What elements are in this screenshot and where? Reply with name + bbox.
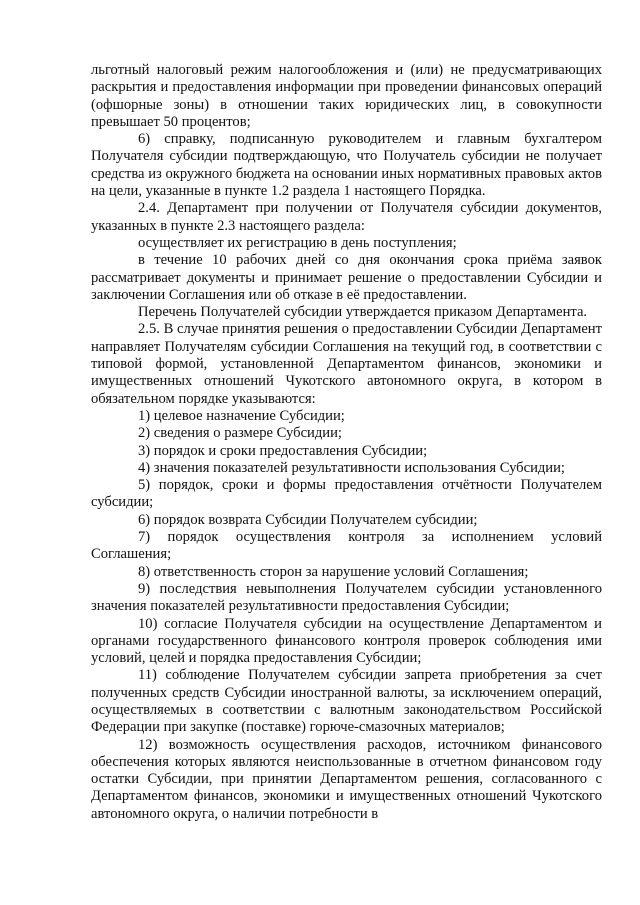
document-paragraph: осуществляет их регистрацию в день поступления;: [138, 234, 457, 251]
document-paragraph: 6) справку, подписанную руководителем и главным бухгалтером Получателя субсидии подтверждающую, что Получатель субсидии не получает средства из окружного бюджета на основании иных нормативных правовых актов на цели, указанные в пункте 1.2 раздела 1 настоящего Порядка.: [91, 131, 602, 200]
document-paragraph: 12) возможность осуществления расходов, источником финансового обеспечения которых являются неиспользованные в отчетном финансовом году остатки Субсидии, при принятии Департаментом решения, согласованного с Департаментом финансов, экономики и имущественных отношений Чукотского автономного округа, о наличии потребности в: [91, 736, 602, 822]
document-paragraph: 2) сведения о размере Субсидии;: [138, 425, 342, 442]
document-paragraph: 5) порядок, сроки и формы предоставления отчётности Получателем субсидии;: [91, 477, 602, 511]
document-paragraph: 7) порядок осуществления контроля за исполнением условий Соглашения;: [91, 529, 602, 563]
document-paragraph: 3) порядок и сроки предоставления Субсидии;: [138, 442, 428, 459]
document-paragraph: 2.5. В случае принятия решения о предоставлении Субсидии Департамент направляет Получателям субсидии Соглашения на текущий год, в соответствии с типовой формой, установленной Департаментом финансов, экономики и имущественных отношений Чукотского автономного округа, в котором в обязательном порядке указываются:: [91, 321, 602, 407]
document-paragraph: 1) целевое назначение Субсидии;: [138, 407, 345, 424]
document-paragraph: льготный налоговый режим налогообложения и (или) не предусматривающих раскрытия и предоставления информации при проведении финансовых операций (офшорные зоны) в отношении таких юридических лиц, в совокупности превышает 50 процентов;: [91, 62, 602, 130]
document-paragraph: 4) значения показателей результативности использования Субсидии;: [138, 459, 565, 476]
document-paragraph: в течение 10 рабочих дней со дня окончания срока приёма заявок рассматривает документы и принимает решение о предоставлении Субсидии и заключении Соглашения или об отказе в её предоставлении.: [91, 252, 602, 303]
document-paragraph: 6) порядок возврата Субсидии Получателем субсидии;: [138, 511, 478, 528]
document-page: [91, 62, 602, 823]
document-paragraph: 2.4. Департамент при получении от Получателя субсидии документов, указанных в пункте 2.3 настоящего раздела:: [91, 200, 602, 234]
document-paragraph: 10) согласие Получателя субсидии на осуществление Департаментом и органами государственного финансового контроля проверок соблюдения ими условий, целей и порядка предоставления Субсидии;: [91, 615, 602, 667]
document-paragraph: 8) ответственность сторон за нарушение условий Соглашения;: [138, 563, 529, 580]
document-paragraph: 11) соблюдение Получателем субсидии запрета приобретения за счет полученных средств Субсидии иностранной валюты, за исключением операций, осуществляемых в соответствии с валютным законодательством Российской Федерации при закупке (поставке) горюче-смазочных материалов;: [91, 667, 602, 736]
document-paragraph: Перечень Получателей субсидии утверждается приказом Департамента.: [138, 304, 588, 321]
document-paragraph: 9) последствия невыполнения Получателем субсидии установленного значения показателей результативности предоставления Субсидии;: [91, 580, 602, 615]
